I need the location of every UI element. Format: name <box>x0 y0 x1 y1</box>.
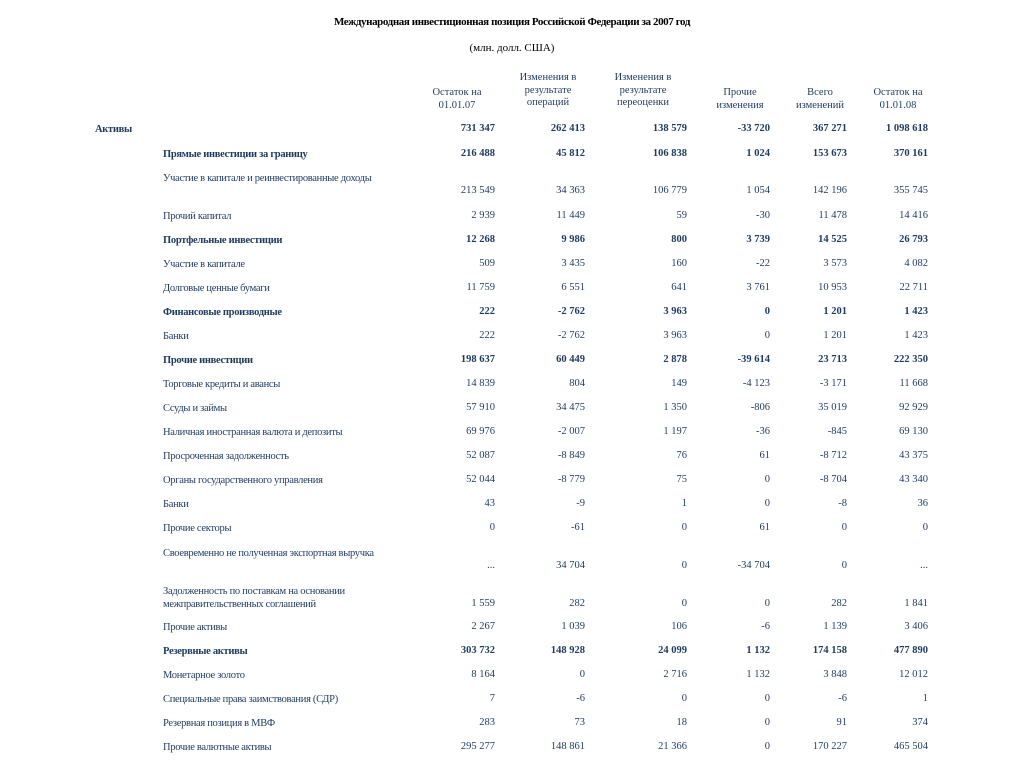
header-line: Остаток на <box>873 87 923 98</box>
cell-value: 34 475 <box>556 402 585 413</box>
cell-value: 367 271 <box>812 123 847 134</box>
cell-value: 509 <box>479 258 495 269</box>
cell-value: 0 <box>489 522 495 533</box>
cell-value: 1 <box>681 498 687 509</box>
header-line: Всего <box>807 87 833 98</box>
cell-value: 0 <box>681 522 687 533</box>
cell-value: 1 <box>922 693 928 704</box>
row-label: Монетарное золото <box>163 670 245 681</box>
cell-value: -34 704 <box>737 560 770 571</box>
row-label: Прочие активы <box>163 622 227 633</box>
cell-value: 148 861 <box>550 741 585 752</box>
cell-value: -8 <box>838 498 847 509</box>
cell-value: 22 711 <box>899 282 928 293</box>
column-header-transactions <box>503 72 593 110</box>
cell-value: 0 <box>764 330 770 341</box>
cell-value: 1 197 <box>663 426 687 437</box>
cell-value: 1 423 <box>904 306 928 317</box>
cell-value: 106 <box>671 621 687 632</box>
row-label: Резервные активы <box>163 646 248 657</box>
header-line: Изменения в <box>519 72 577 83</box>
cell-value: 0 <box>764 598 770 609</box>
cell-value: -8 779 <box>557 474 585 485</box>
cell-value: 6 551 <box>561 282 585 293</box>
cell-value: 282 <box>831 598 847 609</box>
cell-value: 1 039 <box>561 621 585 632</box>
cell-value: 0 <box>681 693 687 704</box>
cell-value: 34 704 <box>556 560 585 571</box>
row-label: Прочий капитал <box>163 211 232 222</box>
cell-value: 142 196 <box>812 185 847 196</box>
cell-value: 153 673 <box>812 148 847 159</box>
header-line: Остаток на <box>432 87 482 98</box>
cell-value: 477 890 <box>893 645 928 656</box>
cell-value: -39 614 <box>737 354 770 365</box>
cell-value: 174 158 <box>812 645 847 656</box>
cell-value: 9 986 <box>561 234 585 245</box>
header-line: 01.01.08 <box>879 99 917 111</box>
cell-value: 59 <box>676 210 687 221</box>
cell-value: 69 130 <box>899 426 928 437</box>
cell-value: 213 549 <box>460 185 495 196</box>
cell-value: 0 <box>922 522 928 533</box>
cell-value: 45 812 <box>556 148 585 159</box>
cell-value: 1 559 <box>471 598 495 609</box>
cell-value: 0 <box>764 693 770 704</box>
cell-value: -8 704 <box>819 474 847 485</box>
cell-value: -8 712 <box>819 450 847 461</box>
cell-value: -6 <box>761 621 770 632</box>
cell-value: 11 478 <box>818 210 847 221</box>
cell-value: 11 668 <box>899 378 928 389</box>
cell-value: 61 <box>759 522 770 533</box>
cell-value: 14 525 <box>818 234 847 245</box>
cell-value: -2 762 <box>557 306 585 317</box>
cell-value: 0 <box>681 560 687 571</box>
cell-value: 11 449 <box>556 210 585 221</box>
cell-value: -806 <box>750 402 770 413</box>
cell-value: -36 <box>756 426 770 437</box>
cell-value: 198 637 <box>460 354 495 365</box>
cell-value: -9 <box>576 498 585 509</box>
header-line: Прочие <box>723 87 757 98</box>
column-header-revaluation <box>598 72 688 110</box>
row-label: Задолженность по поставкам на основании межправительственных соглашений <box>163 586 345 610</box>
cell-value: 75 <box>676 474 687 485</box>
cell-value: -3 171 <box>819 378 847 389</box>
row-label: Активы <box>95 124 132 135</box>
header-line: результате <box>619 84 667 96</box>
cell-value: 92 929 <box>899 402 928 413</box>
cell-value: 355 745 <box>893 185 928 196</box>
cell-value: 138 579 <box>652 123 687 134</box>
cell-value: 370 161 <box>893 148 928 159</box>
cell-value: 43 375 <box>899 450 928 461</box>
row-label: Прочие инвестиции <box>163 355 253 366</box>
cell-value: 69 976 <box>466 426 495 437</box>
cell-value: 23 713 <box>818 354 847 365</box>
row-label: Участие в капитале <box>163 259 245 270</box>
cell-value: 3 963 <box>663 306 687 317</box>
cell-value: 0 <box>841 522 847 533</box>
cell-value: 36 <box>917 498 928 509</box>
cell-value: 14 416 <box>899 210 928 221</box>
header-line: операций <box>526 97 570 108</box>
cell-value: 374 <box>912 717 928 728</box>
header-line: переоценки <box>616 97 670 108</box>
row-label: Финансовые производные <box>163 307 282 318</box>
cell-value: 465 504 <box>893 741 928 752</box>
cell-value: -30 <box>756 210 770 221</box>
cell-value: 0 <box>764 306 770 317</box>
cell-value: 73 <box>574 717 585 728</box>
cell-value: 3 573 <box>823 258 847 269</box>
cell-value: 8 164 <box>471 669 495 680</box>
cell-value: 148 928 <box>550 645 585 656</box>
row-label: Банки <box>163 331 189 342</box>
cell-value: 282 <box>569 598 585 609</box>
cell-value: 804 <box>569 378 585 389</box>
cell-value: 1 423 <box>904 330 928 341</box>
column-header-balance-start <box>412 87 502 112</box>
column-header-total-changes <box>775 87 865 112</box>
cell-value: 106 838 <box>652 148 687 159</box>
row-label: Прочие секторы <box>163 523 232 534</box>
cell-value: 283 <box>479 717 495 728</box>
cell-value: 170 227 <box>812 741 847 752</box>
row-label: Органы государственного управления <box>163 475 323 486</box>
cell-value: 10 953 <box>818 282 847 293</box>
cell-value: 1 132 <box>746 645 770 656</box>
cell-value: -61 <box>571 522 585 533</box>
cell-value: 1 098 618 <box>886 123 928 134</box>
cell-value: 0 <box>681 598 687 609</box>
cell-value: 7 <box>489 693 495 704</box>
cell-value: 1 350 <box>663 402 687 413</box>
cell-value: 52 087 <box>466 450 495 461</box>
row-label: Специальные права заимствования (СДР) <box>163 694 338 705</box>
cell-value: 12 012 <box>899 669 928 680</box>
column-header-other-changes <box>695 87 785 112</box>
cell-value: 2 878 <box>663 354 687 365</box>
cell-value: 1 132 <box>746 669 770 680</box>
cell-value: -22 <box>756 258 770 269</box>
cell-value: 60 449 <box>556 354 585 365</box>
cell-value: 149 <box>671 378 687 389</box>
cell-value: -6 <box>576 693 585 704</box>
cell-value: 91 <box>836 717 847 728</box>
row-label: Участие в капитале и реинвестированные доходы <box>163 173 372 184</box>
cell-value: 3 435 <box>561 258 585 269</box>
header-line: результате <box>524 84 572 96</box>
cell-value: 641 <box>671 282 687 293</box>
cell-value: 18 <box>676 717 687 728</box>
cell-value: 106 779 <box>652 185 687 196</box>
row-label: Резервная позиция в МВФ <box>163 718 275 729</box>
header-line: 01.01.07 <box>438 99 476 111</box>
cell-value: 76 <box>676 450 687 461</box>
cell-value: -8 849 <box>557 450 585 461</box>
cell-value: 3 739 <box>746 234 770 245</box>
cell-value: 12 268 <box>466 234 495 245</box>
cell-value: 731 347 <box>460 123 495 134</box>
cell-value: 43 <box>484 498 495 509</box>
cell-value: 3 761 <box>746 282 770 293</box>
cell-value: 0 <box>841 560 847 571</box>
cell-value: 1 054 <box>746 185 770 196</box>
cell-value: 216 488 <box>460 148 495 159</box>
cell-value: -4 123 <box>742 378 770 389</box>
cell-value: 0 <box>764 741 770 752</box>
cell-value: 2 716 <box>663 669 687 680</box>
cell-value: 3 406 <box>904 621 928 632</box>
row-label: Просроченная задолженность <box>163 451 289 462</box>
header-line: изменения <box>716 99 764 111</box>
cell-value: 295 277 <box>460 741 495 752</box>
row-label: Долговые ценные бумаги <box>163 283 270 294</box>
cell-value: 1 201 <box>823 306 847 317</box>
cell-value: 2 939 <box>471 210 495 221</box>
cell-value: 222 <box>479 306 495 317</box>
cell-value: 222 350 <box>893 354 928 365</box>
cell-value: 222 <box>479 330 495 341</box>
cell-value: 26 793 <box>899 234 928 245</box>
row-label: Наличная иностранная валюта и депозиты <box>163 427 343 438</box>
cell-value: 0 <box>764 474 770 485</box>
cell-value: 160 <box>671 258 687 269</box>
cell-value: 262 413 <box>550 123 585 134</box>
header-line: изменений <box>795 99 845 111</box>
cell-value: 3 848 <box>823 669 847 680</box>
cell-value: 0 <box>764 717 770 728</box>
cell-value: 35 019 <box>818 402 847 413</box>
cell-value: 0 <box>764 498 770 509</box>
cell-value: 21 366 <box>658 741 687 752</box>
cell-value: 1 841 <box>904 598 928 609</box>
row-label: Банки <box>163 499 189 510</box>
cell-value: ... <box>920 560 928 571</box>
units-subtitle: (млн. долл. США) <box>469 42 555 54</box>
cell-value: 4 082 <box>904 258 928 269</box>
cell-value: 11 759 <box>466 282 495 293</box>
cell-value: 52 044 <box>466 474 495 485</box>
cell-value: -2 762 <box>557 330 585 341</box>
cell-value: 800 <box>671 234 687 245</box>
row-label: Прямые инвестиции за границу <box>163 149 308 160</box>
column-header-balance-end <box>853 87 943 112</box>
row-label: Торговые кредиты и авансы <box>163 379 281 390</box>
cell-value: 3 963 <box>663 330 687 341</box>
cell-value: 1 201 <box>823 330 847 341</box>
cell-value: 34 363 <box>556 185 585 196</box>
cell-value: 43 340 <box>899 474 928 485</box>
row-label: Своевременно не полученная экспортная выручка <box>163 548 374 559</box>
document-title: Международная инвестиционная позиция Российской Федерации за 2007 год <box>333 16 691 28</box>
cell-value: 1 024 <box>746 148 770 159</box>
cell-value: 57 910 <box>466 402 495 413</box>
cell-value: 24 099 <box>658 645 687 656</box>
cell-value: 303 732 <box>460 645 495 656</box>
cell-value: -845 <box>827 426 847 437</box>
row-label: Портфельные инвестиции <box>163 235 283 246</box>
row-label: Ссуды и займы <box>163 403 227 414</box>
cell-value: ... <box>487 560 495 571</box>
row-label: Прочие валютные активы <box>163 742 272 753</box>
cell-value: -33 720 <box>737 123 770 134</box>
cell-value: 1 139 <box>823 621 847 632</box>
cell-value: 0 <box>579 669 585 680</box>
cell-value: 61 <box>759 450 770 461</box>
cell-value: -6 <box>838 693 847 704</box>
cell-value: 2 267 <box>471 621 495 632</box>
header-line: Изменения в <box>614 72 672 83</box>
cell-value: 14 839 <box>466 378 495 389</box>
cell-value: -2 007 <box>557 426 585 437</box>
